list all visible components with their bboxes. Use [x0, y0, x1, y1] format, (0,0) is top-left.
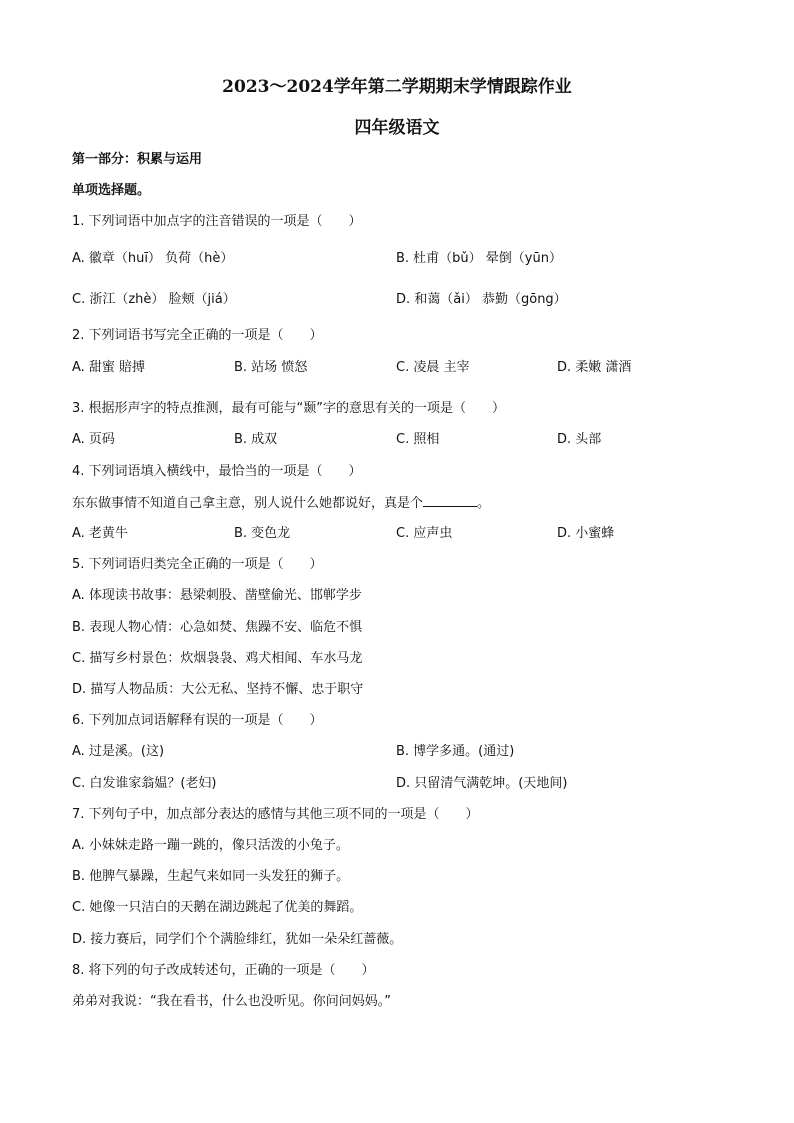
question-8-stem: 8. 将下列的句子改成转述句，正确的一项是（ ）: [72, 963, 375, 978]
question-3-stem: 3. 根据形声字的特点推测，最有可能与“颞”字的意思有关的一项是（ ）: [72, 401, 506, 416]
q4-option-d: D. 小蜜蜂: [557, 526, 615, 541]
question-4-stem: 4. 下列词语填入横线中，最恰当的一项是（ ）: [72, 464, 362, 479]
question-6-stem: 6. 下列加点词语解释有误的一项是（ ）: [72, 713, 323, 728]
page-subtitle: 四年级语文: [354, 118, 440, 138]
q6-option-b: B. 博学多通。(通过): [396, 744, 515, 759]
q5-option-d: D. 描写人物品质：大公无私、坚持不懈、忠于职守: [72, 682, 364, 697]
q4-sentence: [72, 494, 490, 513]
q2-option-a: A. 甜蜜 賠搏: [72, 360, 146, 375]
q2-option-b: B. 站场 愤怒: [234, 360, 308, 375]
q1-option-a: A. 徽章（huī） 负荷（hè）: [72, 251, 234, 266]
q1-option-d: D. 和蔼（ǎi） 恭勤（gōng）: [396, 292, 567, 307]
q6-option-d: D. 只留清气满乾坤。(天地间): [396, 776, 568, 791]
q6-option-c: C. 白发谁家翁媪？(老妇): [72, 776, 217, 791]
q5-option-a: A. 体现读书故事：悬梁刺股、凿壁偷光、邯郸学步: [72, 588, 362, 603]
q1-option-c: C. 浙江（zhè） 脸颊（jiá）: [72, 292, 236, 307]
q3-option-b: B. 成双: [234, 432, 278, 447]
q3-option-d: D. 头部: [557, 432, 602, 447]
question-1-stem: 1. 下列词语中加点字的注音错误的一项是（ ）: [72, 214, 362, 229]
q4-sentence-before: 东东做事情不知道自己拿主意，别人说什么她都说好，真是个: [72, 496, 424, 511]
page-title: 2023～2024学年第二学期期末学情跟踪作业: [222, 77, 572, 97]
question-5-stem: 5. 下列词语归类完全正确的一项是（ ）: [72, 557, 323, 572]
section-type: 单项选择题。: [72, 183, 151, 198]
q4-option-c: C. 应声虫: [396, 526, 453, 541]
q7-option-d: D. 接力赛后，同学们个个满脸绯红，犹如一朵朵红蔷薇。: [72, 932, 403, 947]
section-part: 第一部分：积累与运用: [72, 152, 203, 167]
q7-option-a: A. 小妹妹走路一蹦一跳的，像只活泼的小兔子。: [72, 838, 349, 853]
question-7-stem: 7. 下列句子中，加点部分表达的感情与其他三项不同的一项是（ ）: [72, 807, 479, 822]
q6-option-a: A. 过是溪。(这): [72, 744, 165, 759]
q2-option-c: C. 凌晨 主宰: [396, 360, 470, 375]
q5-option-b: B. 表现人物心情：心急如焚、焦躁不安、临危不惧: [72, 620, 363, 635]
q5-option-c: C. 描写乡村景色：炊烟袅袅、鸡犬相闻、车水马龙: [72, 651, 363, 666]
q3-option-a: A. 页码: [72, 432, 115, 447]
q7-option-c: C. 她像一只洁白的天鹅在湖边跳起了优美的舞蹈。: [72, 900, 363, 915]
q3-option-c: C. 照相: [396, 432, 440, 447]
q4-sentence-after: 。: [477, 496, 491, 511]
q7-option-b: B. 他脾气暴躁，生起气来如同一头发狂的狮子。: [72, 869, 350, 884]
q8-sentence: 弟弟对我说：“我在看书，什么也没听见。你问问妈妈。”: [72, 994, 391, 1009]
q4-option-b: B. 变色龙: [234, 526, 291, 541]
q4-option-a: A. 老黄牛: [72, 526, 128, 541]
q1-option-b: B. 杜甫（bǔ） 晕倒（yūn）: [396, 251, 562, 266]
question-2-stem: 2. 下列词语书写完全正确的一项是（ ）: [72, 328, 323, 343]
q4-blank: [423, 494, 477, 507]
q2-option-d: D. 柔嫩 潇酒: [557, 360, 632, 375]
